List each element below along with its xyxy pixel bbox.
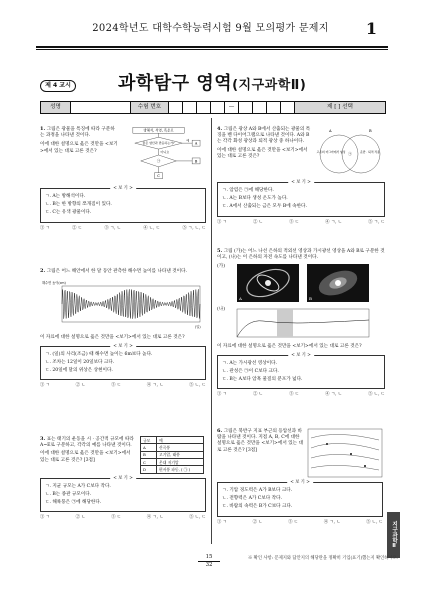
exam-no-box[interactable] [253,102,267,113]
q2-choice[interactable]: ② ㄴ [75,383,86,389]
q1-number: 1. [40,126,46,132]
q3-choice[interactable]: ② ㄴ [75,515,86,521]
q5-rotation-curve [227,307,377,341]
q2-bogi-item: ㄱ. (일)의 사리(조금) 때 해수면 높이는 6m보다 높다. [45,351,153,357]
footer-page-total: 32 [205,562,213,569]
q2-bogi [40,343,206,381]
q1-stem2: 이에 대한 설명으로 옳은 것만을 <보기>에서 있는 대로 고른 것은? [40,142,118,154]
q6-choice[interactable]: ④ ㄱ, ㄴ [323,519,341,525]
q5-img-a: A [239,296,242,302]
q3-table-cell: D [141,466,157,473]
q1-stem: 그림은 광물을 특징에 따라 구분하는 과정을 나타낸 것이다. [40,127,115,139]
q4-choice[interactable]: ① ㄱ [217,219,227,225]
q1-bogi-item: ㄴ. B는 한 방향의 쪼개짐이 있다. [45,202,112,208]
q3-choices [40,515,206,521]
q1-flow-b: B [194,159,198,164]
name-label: 성명 [41,102,71,113]
q5-stem2: 이 자료에 대한 설명으로 옳은 것만을 <보기>에서 있는 대로 고른 것은? [217,344,362,350]
q4-stem: 그림은 광상 A와 B에서 산출되는 광물의 특징을 벤 다이어그램으로 나타낸 것이다. A와 B는 각각 화성 광상과 퇴적 광상 중 하나이다. [217,127,311,145]
column-divider [211,118,212,544]
q5-rotation-line [237,320,369,337]
q3-scale-table [140,436,204,474]
q6-choice[interactable]: ① ㄱ [217,519,227,525]
q4-choice[interactable]: ④ ㄱ, ㄴ [325,219,342,225]
q3-table-cell: A [141,444,157,451]
q4-bogi-title: < 보 기 > [288,180,314,186]
q6-bogi-item: ㄷ. 바람의 속력은 B가 C보다 크다. [222,504,293,510]
subject-name: 과학탐구 영역 [118,73,233,94]
q1-choice[interactable]: ⑤ ㄱ, ㄴ, ㄷ [182,225,206,231]
q3-table-cell: 산곡풍 [157,444,204,451]
subject-sub: (지구과학Ⅱ) [232,78,307,93]
q6-bogi-title: < 보 기 > [287,480,313,486]
q3-table-cell: B [141,451,157,458]
q1-flow-top: 방해석, 석영, 흑운모 [143,128,174,133]
q4-bogi-item: ㄷ. A에서 산출되는 금은 모두 B에 속한다. [222,204,307,210]
q3-bogi [40,475,206,513]
exam-no-box[interactable] [169,102,183,113]
q1-flow-yes: 예 [186,138,190,143]
q5-choice[interactable]: ⑤ ㄴ, ㄷ [368,392,385,398]
q2-choice[interactable]: ① ㄱ [40,383,50,389]
exam-no-box[interactable] [267,102,281,113]
name-field[interactable] [71,102,131,113]
examinee-info-row [40,101,386,114]
q4-venn-left: 고온의 마그마에서 형성 [316,150,346,154]
exam-no-box[interactable] [239,102,253,113]
question-6 [217,428,383,525]
question-3 [40,436,206,521]
q1-choice[interactable]: ③ ㄱ, ㄴ [104,225,122,231]
q1-flow-c: C [157,174,160,179]
q3-table-head: 규모 [141,437,157,444]
q4-bogi [217,182,385,217]
q3-table-cell: 편서풍 파동, ( ㉠ ) [157,466,204,473]
q3-bogi-item: ㄷ. 해륙풍은 ㉠에 해당한다. [45,499,102,505]
q6-bogi [217,482,383,517]
q4-venn-diagram [315,126,385,178]
question-1 [40,126,206,231]
question-5 [217,248,385,398]
q5-choice[interactable]: ④ ㄱ, ㄴ [325,392,342,398]
q1-choice[interactable]: ① ㄱ [40,225,50,231]
q5-bogi-item: ㄷ. B는 A보다 암흑 물질의 분포가 넓다. [222,376,303,382]
footer-note: ※ 확인 사항: 문제지와 답안지의 해당란을 정확히 기입(표기)했는지 확인하시오. [248,556,399,561]
q4-venn-mid: ㉠ [348,152,352,156]
q5-choice[interactable]: ① ㄱ [217,392,227,398]
q3-stem: 표는 태기의 운동을 시 · 공간적 규모에 따라 A~E로 구분하고, 각각의 예를 나타낸 것이다. [40,437,134,449]
q4-choices [217,220,385,226]
q1-choice[interactable]: ④ ㄴ, ㄷ [143,225,161,231]
q2-xlabel: (일) [195,325,201,330]
q1-choices [40,226,206,232]
q4-choice[interactable]: ③ ㄷ [289,219,300,225]
q4-bogi-item: ㄱ. 암염은 ㉠에 해당한다. [222,188,274,193]
q3-bogi-item: ㄴ. B는 종관 규모이다. [45,491,92,497]
q3-number: 3. [40,436,46,442]
q2-tide-series [62,289,200,318]
q1-flow-no: 아니요 [160,150,170,155]
q5-label-ga: (가) [217,264,226,270]
q6-choice[interactable]: ② ㄴ [252,519,263,525]
q5-galaxy-images [227,264,377,304]
exam-no-box[interactable] [211,102,225,113]
q4-choice[interactable]: ② ㄴ [253,219,263,225]
q6-number: 6. [217,428,223,434]
q1-flow-q1: 묽은 염산과 반응하는가? [142,141,175,146]
q4-venn-b: B [369,129,372,133]
q2-bogi-title: < 보 기 > [110,344,136,350]
q1-bogi-item: ㄱ. A는 방해석이다. [45,194,86,199]
q6-choice[interactable]: ③ ㄷ [288,519,299,525]
footer-page-counter [198,554,220,570]
question-2 [40,268,206,389]
q2-choice[interactable]: ④ ㄱ, ㄴ [146,383,164,389]
q3-stem2: 이에 대한 설명으로 옳은 것만을 <보기>에서 있는 대로 고른 것은? [3점] [40,451,131,463]
q4-stem2: 이에 대한 설명으로 옳은 것만을 <보기>에서 있는 대로 고른 것은? [217,147,308,159]
q2-choice[interactable]: ⑤ ㄴ, ㄷ [189,383,206,389]
subject-title [118,72,306,96]
exam-no-dash: — [225,102,239,113]
q5-img-b: B [309,296,312,302]
q3-table-cell: C [141,458,157,465]
q5-choice[interactable]: ③ ㄷ [289,392,300,398]
header-rule [36,46,388,48]
header-rule-thin [36,49,388,50]
q3-choice[interactable]: ⑤ ㄴ, ㄷ [189,515,206,521]
q3-table-cell: 온대 저기압 [157,458,204,465]
exam-no-label: 수험 번호 [131,102,169,113]
q3-choice[interactable]: ① ㄱ [40,515,50,521]
q3-choice[interactable]: ③ ㄷ [111,515,122,521]
q4-bogi-item: ㄴ. A는 B보다 생성 온도가 높다. [222,196,288,202]
q2-choices [40,383,206,389]
q4-number: 4. [217,126,223,132]
q1-bogi-item: ㄷ. C는 유색 광물이다. [45,210,92,216]
q4-choice[interactable]: ⑤ ㄱ, ㄷ [368,219,385,225]
q3-table-head: 예 [157,437,204,444]
q3-table-cell: 고기압, 태풍 [157,451,204,458]
q5-stem: 그림 (가)는 어느 나선 은하의 적외선 영상과 가시광선 영상을 A와 B로 구분한 것이고, (나)는 이 은하의 자전 속도를 나타낸 것이다. [217,249,385,261]
q6-choice[interactable]: ⑤ ㄴ, ㄷ [366,519,383,525]
choice-label: 제 [ ] 선택 [295,102,385,113]
q5-bogi-item: ㄱ. A는 가시광선 영상이다. [222,360,277,366]
q1-bogi-title: < 보 기 > [110,186,136,192]
q6-stem: 그림은 북반구 지표 부근의 등압선과 바람을 나타낸 것이다. 지점 A, B, C에 대한 설명으로 옳은 것만을 <보기>에서 있는 대로 고른 것은? [3점] [217,429,304,453]
q2-bogi-item: ㄴ. 조차는 12일이 20일보다 크다. [45,359,115,365]
subject-side-tab: 지구과학Ⅱ [387,512,400,558]
q2-bogi-item: ㄷ. 20일에 달의 위상은 상현이다. [45,367,113,373]
footer-page-current: 15 [198,554,220,562]
q2-choice[interactable]: ③ ㄷ [111,383,122,389]
exam-title: 2024학년도 대학수학능력시험 9월 모의평가 문제지 [92,23,329,34]
q3-bogi-item: ㄱ. 지균 규모는 A가 C보다 작다. [45,483,111,489]
exam-no-box[interactable] [183,102,197,113]
session-badge: 제 4 교시 [40,80,76,92]
q5-choice[interactable]: ② ㄴ [253,392,263,398]
q4-venn-right: 운반 · 퇴적 작용 [360,150,380,154]
page-number: 1 [365,19,377,38]
q5-bogi-title: < 보 기 > [288,353,314,359]
q5-choices [217,392,385,398]
q5-bogi [217,352,385,390]
q1-choice[interactable]: ② ㄷ [72,225,82,231]
q2-stem2: 이 자료에 대한 설명으로 옳은 것만을 <보기>에서 있는 대로 고른 것은? [40,335,185,341]
q1-flowchart [121,126,206,184]
q6-choices [217,520,383,526]
q2-stem: 그림은 어느 해안에서 한 달 동안 관측한 해수면 높이를 나타낸 것이다. [46,269,188,274]
question-4 [217,126,385,225]
exam-no-box[interactable] [281,102,295,113]
q2-number: 2. [40,268,46,274]
q5-number: 5. [217,248,223,254]
q5-label-na: (나) [217,307,226,313]
q1-flow-a: A [194,141,198,146]
q6-bogi-item: ㄱ. 기압 경도력은 A가 B보다 크다. [222,488,293,493]
q4-venn-a: A [329,129,332,133]
exam-no-box[interactable] [197,102,211,113]
q2-tide-graph [40,278,206,330]
q1-flow-q2: ㉠ [156,159,161,164]
q3-choice[interactable]: ④ ㄱ, ㄴ [146,515,164,521]
q1-bogi [40,188,206,223]
q3-bogi-title: < 보 기 > [110,476,136,482]
q6-isobar-map [307,428,383,478]
q5-bogi-item: ㄴ. 관성은 ㉠이 C보다 크다. [222,368,279,374]
q6-bogi-item: ㄴ. 전향력은 A가 C보다 작다. [222,496,282,502]
q2-ylabel: 해수면 높이(cm) [42,281,66,286]
